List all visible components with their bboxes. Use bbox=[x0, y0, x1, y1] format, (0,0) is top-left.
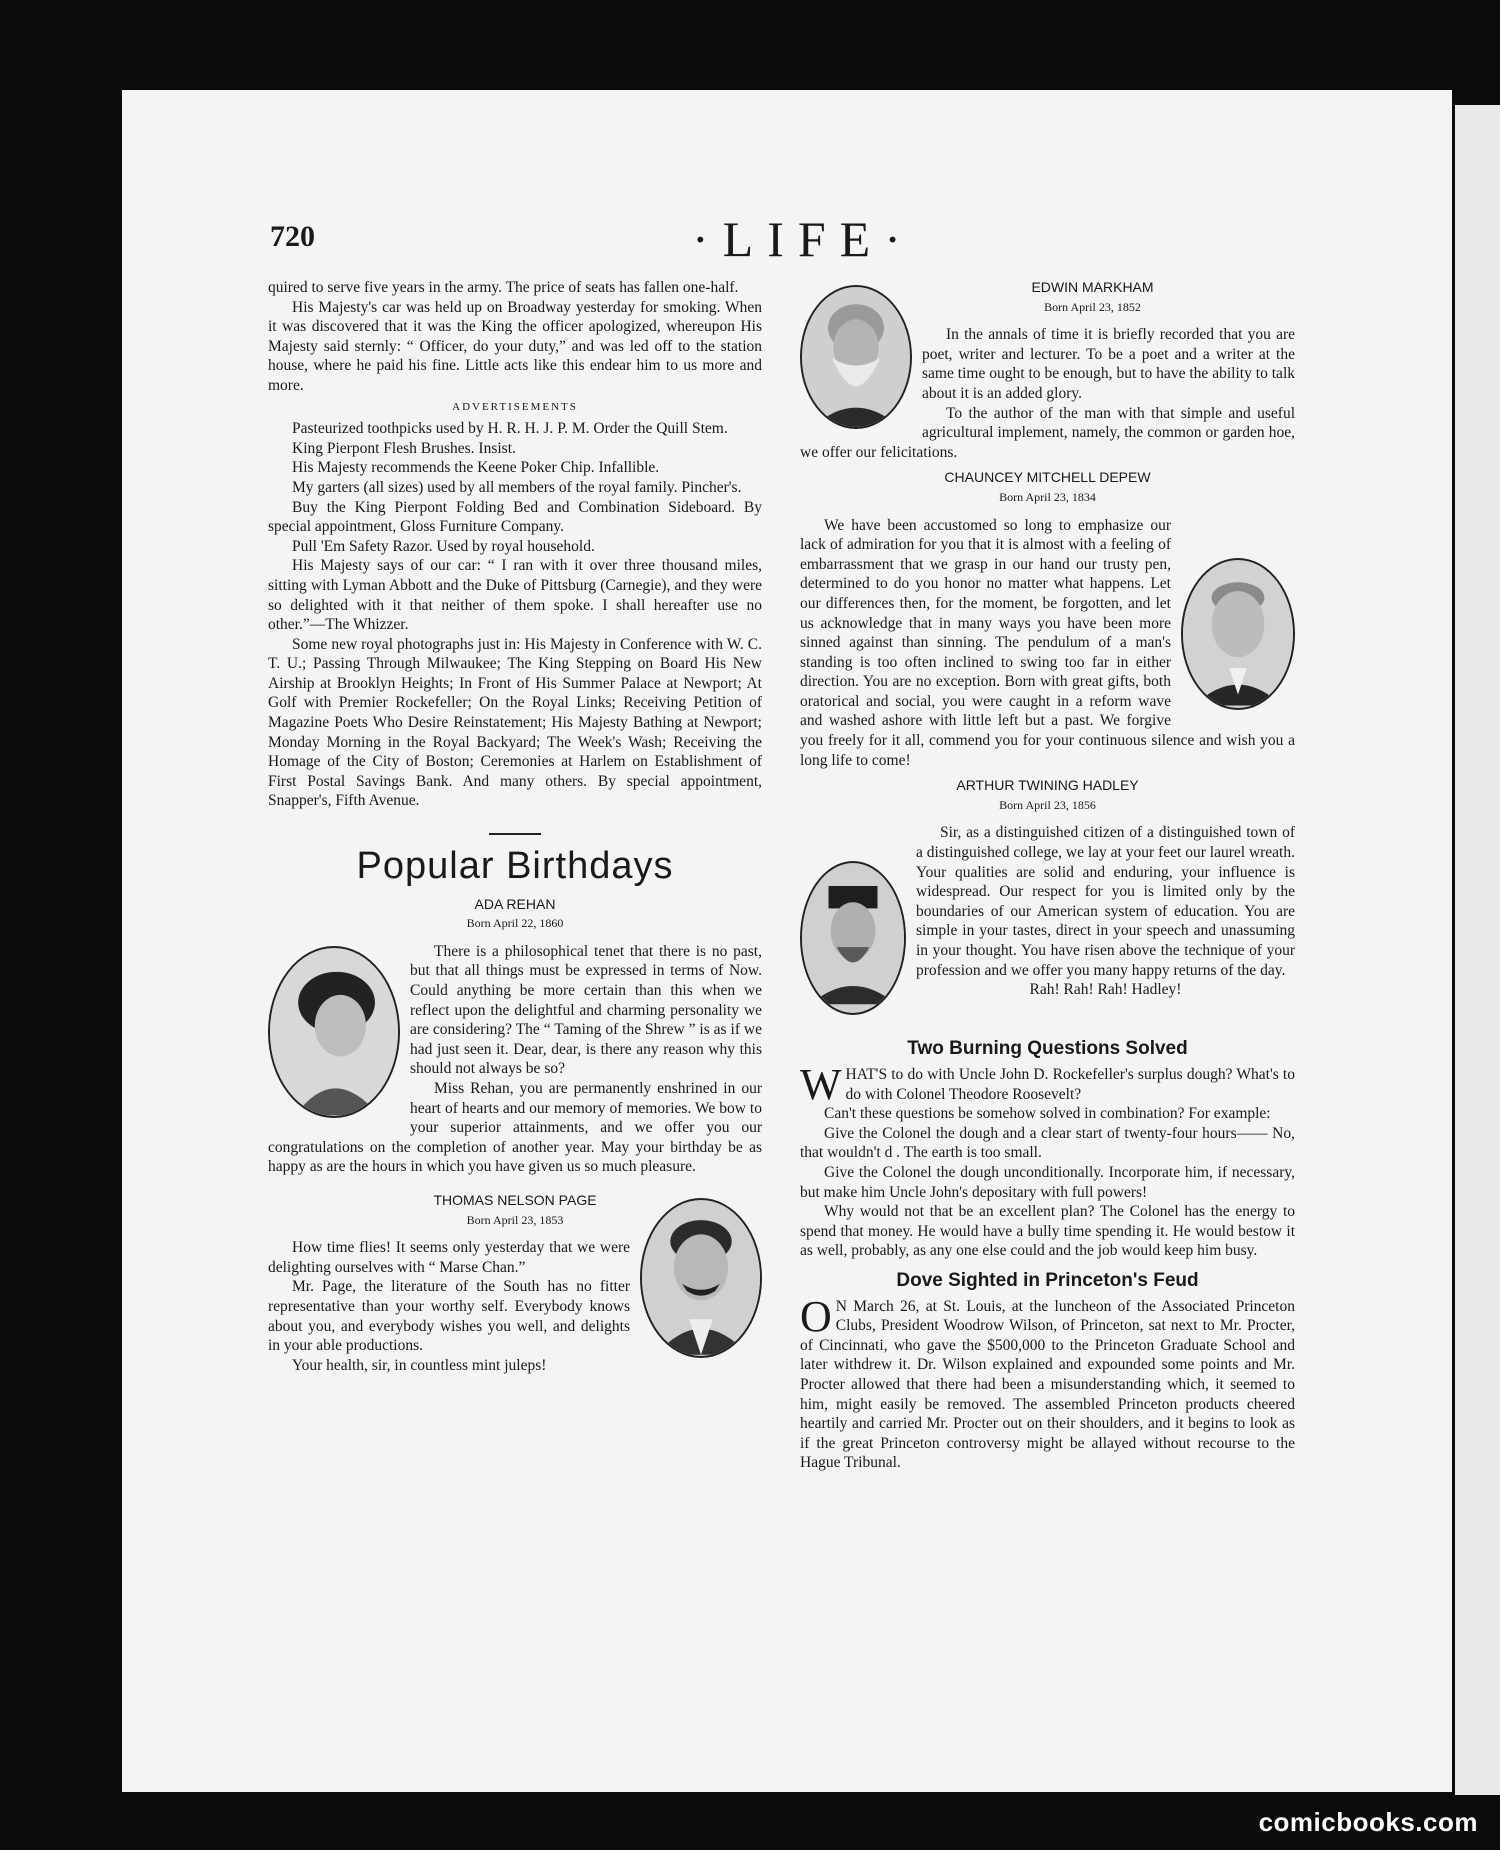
paragraph: Sir, as a distinguished citizen of a distinguished town of a distinguished college, we lay at your feet our laurel wreath. Your qualities are solid and enduring, your influence is widespread. Our respect for you is limited only by the boundaries of our American system of education. You are simple in your tastes, direct in your speech and unassuming in your thought. You have risen above the technique of your profession and we offer you many happy returns of the day. bbox=[916, 824, 1295, 979]
ad-item: His Majesty recommends the Keene Poker Chip. Infallible. bbox=[292, 459, 660, 477]
paragraph: Give the Colonel the dough and a clear start of twenty-four hours—— No, that wouldn't d . The earth is too small. bbox=[800, 1124, 1295, 1162]
birthday-date: Born April 22, 1860 bbox=[466, 916, 564, 931]
paragraph bbox=[800, 1060, 1295, 1110]
right-column bbox=[800, 278, 1295, 1473]
portrait-image bbox=[802, 863, 904, 1013]
portrait-arthur-hadley bbox=[800, 861, 906, 1015]
portrait-edwin-markham bbox=[800, 285, 912, 429]
paragraph-text: N March 26, at St. Louis, at the luncheon of the Associated Princeton Clubs, President Woodrow Wilson, of Princeton, sat next to Mr. Procter, of Cincinnati, who gave the $500,000 to the Princeton Graduate School and later withdrew it. Dr. Wilson explained and expounded some points and Mr. Procter allowed that there had been a misunderstanding which, it seemed to him, might easily be removed. The assembled Princeton products cheered heartily and carried Mr. Procter out on their shoulders, and it begins to look as if the great Princeton controversy might be allayed without recourse to the Hague Tribunal. bbox=[800, 1297, 1295, 1472]
article-title: Two Burning Questions Solved bbox=[907, 1038, 1188, 1060]
paragraph: quired to serve five years in the army. The price of seats has fallen one-half. bbox=[268, 279, 739, 296]
watermark: comicbooks.com bbox=[1258, 1807, 1478, 1837]
ad-item: My garters (all sizes) used by all members of the royal family. Pincher's. bbox=[292, 478, 742, 496]
portrait-image bbox=[802, 287, 910, 427]
birthday-name: ARTHUR TWINING HADLEY bbox=[956, 777, 1139, 794]
paragraph: We have been accustomed so long to emphasize our lack of admiration for you that it is almost with a feeling of embarrassment that we grasp in our hand our trusty pen, determined to do you honor no matter what happens. Let our differences then, for the moment, be forgotten, and let us acknowledge that in many ways you have been more sinned against than sinning. The pendulum of a man's standing is too often inclined to swing too far in either direction. You are no exception. Born with great gifts, both oratorical and social, you were caught in a reform wave and washed ashore with little left but a past. We forgive you freely for it all, commend you for your continuous silence and wish you a long life to come! bbox=[800, 516, 1295, 769]
birthday-name: ADA REHAN bbox=[474, 895, 556, 912]
section-title: Popular Birthdays bbox=[356, 845, 674, 888]
portrait-ada-rehan bbox=[268, 946, 400, 1118]
birthday-date: Born April 23, 1856 bbox=[999, 797, 1096, 812]
drop-cap: O bbox=[800, 1291, 832, 1341]
paragraph: How time flies! It seems only yesterday that we were delighting ourselves with “ Marse Chan.” bbox=[268, 1239, 630, 1276]
birthday-date: Born April 23, 1853 bbox=[466, 1212, 564, 1227]
ad-item: Some new royal photographs just in: His Majesty in Conference with W. C. T. U.; Passing Through Milwaukee; The King Stepping on Board His New Airship at Brooklyn Heights; In Front of His Summer Palace at Newport; At Golf with Premier Rockefeller; On the Royal Links; Receiving Petition of Magazine Poets Who Desire Reinstatement; His Majesty Bathing at Newport; Monday Morning in the Royal Backyard; The Week's Wash; Receiving the Homage of the City of Boston; Ceremonies at Harlem on Establishment of First Postal Savings Bank. And many others. By special appointment, Snapper's, Fifth Avenue. bbox=[268, 635, 762, 810]
paragraph-text: HAT'S to do with Uncle John D. Rockefeller's surplus dough? What's to do with Colonel Theodore Roosevelt? bbox=[845, 1066, 1295, 1103]
left-column bbox=[268, 278, 762, 1375]
paragraph: Miss Rehan, you are permanently enshrined in our heart of hearts and our memory of memories. We bow to your superior attainments, and we offer you our congratulations on the completion of another year. May your birthday be as happy as are the hours in which you have given us so much pleasure. bbox=[268, 1079, 762, 1176]
ad-item: Pasteurized toothpicks used by H. R. H. J. P. M. Order the Quill Stem. bbox=[292, 420, 728, 438]
ad-item: His Majesty says of our car: “ I ran with it over three thousand miles, sitting with Lyman Abbott and the Duke of Pittsburg (Carnegie), and they were so delighted with it that neither of them spoke. I shall hereafter use no other.”—The Whizzer. bbox=[268, 557, 762, 634]
ad-item: Pull 'Em Safety Razor. Used by royal household. bbox=[292, 537, 595, 555]
birthday-name: EDWIN MARKHAM bbox=[1031, 279, 1154, 295]
portrait-image bbox=[642, 1200, 760, 1356]
paragraph: In the annals of time it is briefly recorded that you are poet, writer and lecturer. To be a poet and a writer at the same time ought to be enough, but to have the ability to talk about it is an added glory. bbox=[922, 326, 1295, 402]
birthday-date: Born April 23, 1852 bbox=[1044, 299, 1141, 314]
portrait-thomas-nelson-page bbox=[640, 1198, 762, 1358]
drop-cap: W bbox=[800, 1060, 842, 1110]
portrait-image bbox=[1183, 560, 1293, 708]
paragraph: Can't these questions be somehow solved in combination? For example: bbox=[824, 1105, 1271, 1123]
paragraph: Rah! Rah! Rah! Hadley! bbox=[1029, 981, 1182, 999]
paragraph: To the author of the man with that simple and useful agricultural implement, namely, the common or garden hoe, we offer our felicitations. bbox=[800, 404, 1295, 461]
portrait-chauncey-depew bbox=[1181, 558, 1295, 710]
paragraph: Your health, sir, in countless mint juleps! bbox=[292, 1356, 547, 1374]
paragraph: Give the Colonel the dough unconditionally. Incorporate him, if necessary, but make him Uncle John's depositary with full powers! bbox=[800, 1164, 1295, 1201]
adjacent-page-edge bbox=[1455, 105, 1500, 1795]
birthday-name: THOMAS NELSON PAGE bbox=[433, 1191, 597, 1208]
magazine-title: ·LIFE· bbox=[692, 211, 915, 267]
ad-item: Buy the King Pierpont Folding Bed and Combination Sideboard. By special appointment, Gloss Furniture Company. bbox=[268, 498, 762, 536]
birthday-date: Born April 23, 1834 bbox=[999, 489, 1096, 504]
portrait-image bbox=[270, 948, 398, 1116]
paragraph: There is a philosophical tenet that there is no past, but that all things must be expressed in terms of Now. Could anything be more certain than this when we reflect upon the delightful and charming personality we are considering? The “ Taming of the Shrew ” is as if we had just seen it. Dear, dear, is there any reason why this should not always be so? bbox=[410, 942, 762, 1078]
page-number: 720 bbox=[270, 220, 315, 253]
ad-item: King Pierpont Flesh Brushes. Insist. bbox=[292, 439, 516, 457]
advertisements-heading: ADVERTISEMENTS bbox=[452, 400, 578, 413]
paragraph: Why would not that be an excellent plan? The Colonel has the energy to spend that money. He would have a bully time spending it. He would bestow it as well, probably, as any one else could and the job would keep him busy. bbox=[800, 1203, 1295, 1260]
article-title: Dove Sighted in Princeton's Feud bbox=[896, 1269, 1199, 1291]
paragraph: His Majesty's car was held up on Broadway yesterday for smoking. When it was discovered that it was the King the officer apologized, whereupon His Majesty said sternly: “ Officer, do your duty,” and was led off to the station house, where he paid his fine. Little acts like this endear him to us more and more. bbox=[268, 298, 762, 394]
paragraph: Mr. Page, the literature of the South has no fitter representative than your worthy self. Everybody knows about you, and everybody wishes you well, and delights in your able productions. bbox=[268, 1278, 630, 1355]
paragraph bbox=[800, 1291, 1295, 1473]
birthday-name: CHAUNCEY MITCHELL DEPEW bbox=[944, 469, 1151, 486]
divider bbox=[489, 833, 541, 835]
